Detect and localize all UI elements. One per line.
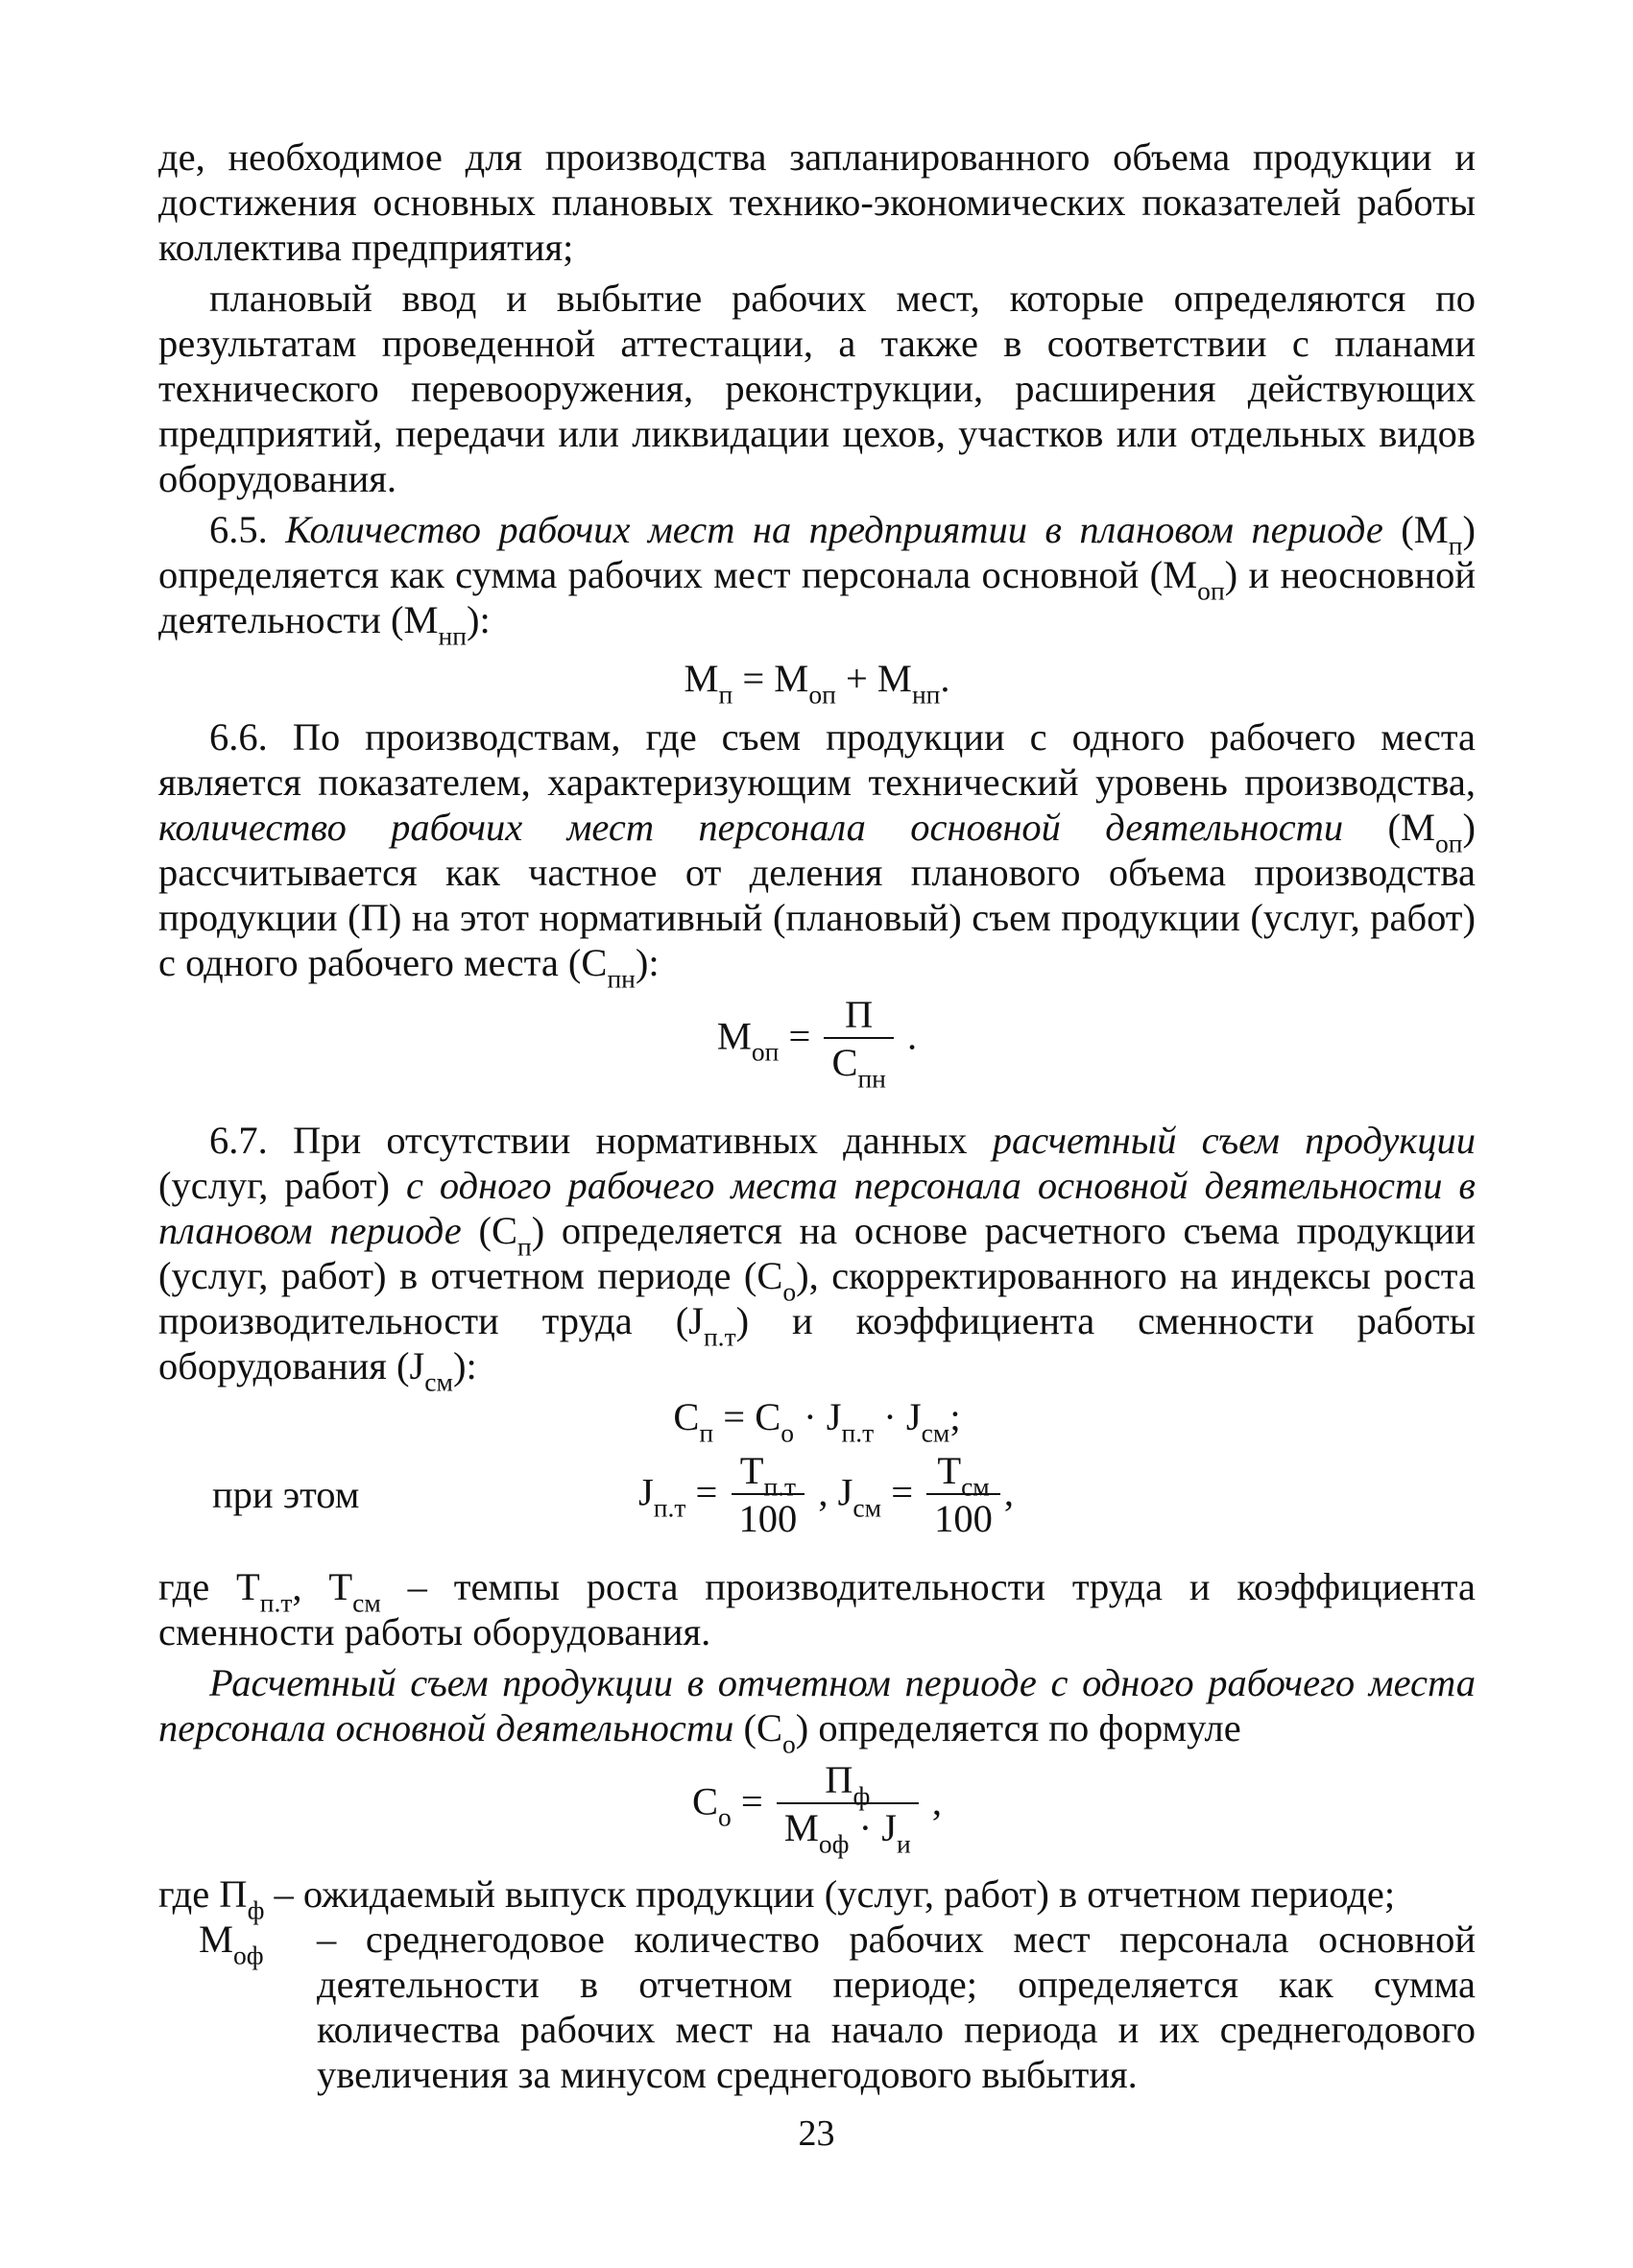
paragraph-calc-output bbox=[158, 1660, 1476, 1759]
symbol: М bbox=[716, 1014, 752, 1058]
text: (услуг, работ) bbox=[158, 1164, 391, 1207]
text: ): bbox=[466, 598, 491, 641]
numerator bbox=[926, 1449, 1000, 1502]
text: ) и коэффициента сменности работы оборудования (J bbox=[158, 1299, 1476, 1387]
text: , Т bbox=[292, 1565, 353, 1608]
symbol: М bbox=[199, 1918, 234, 1961]
subscript: см bbox=[853, 1492, 882, 1523]
symbol: · J bbox=[794, 1395, 842, 1438]
formula-j bbox=[638, 1449, 1014, 1543]
subscript: оп bbox=[808, 679, 836, 710]
subscript: см bbox=[424, 1366, 453, 1397]
text: – темпы роста производительности труда и коэффициента сменности работы оборудования. bbox=[158, 1565, 1476, 1653]
text: ) определяется на основе расчетного съема продукции (услуг, работ) в отчетном периоде (С bbox=[158, 1209, 1477, 1297]
formula-mop bbox=[158, 985, 1476, 1100]
symbol: Т bbox=[739, 1449, 764, 1492]
symbol: , J bbox=[808, 1470, 853, 1514]
symbol: = bbox=[731, 1779, 773, 1823]
subscript: о bbox=[781, 1728, 796, 1759]
subscript: ф bbox=[247, 1894, 265, 1925]
text: где Т bbox=[158, 1565, 260, 1608]
symbol: М bbox=[684, 657, 719, 700]
subscript: п bbox=[718, 679, 733, 710]
symbol: П bbox=[825, 1758, 853, 1801]
text: ) и неосновной деятельности (М bbox=[158, 553, 1476, 641]
subscript: пн bbox=[607, 963, 636, 994]
symbol: С bbox=[692, 1779, 719, 1823]
subscript: п bbox=[1448, 530, 1463, 561]
text: (М bbox=[1387, 806, 1436, 849]
section-6-5 bbox=[158, 507, 1476, 651]
symbol: = bbox=[685, 1470, 728, 1514]
symbol: = М bbox=[732, 657, 809, 700]
text: 6.7. При отсутствии нормативных данных bbox=[209, 1119, 968, 1162]
text: ) определяется как сумма рабочих мест персонала основной (М bbox=[158, 508, 1476, 596]
symbol: , bbox=[1003, 1470, 1015, 1514]
subscript: о bbox=[718, 1801, 732, 1832]
text: (С bbox=[743, 1706, 782, 1749]
symbol: . bbox=[940, 657, 950, 700]
subscript: п bbox=[699, 1417, 714, 1448]
subscript: и bbox=[897, 1828, 911, 1859]
denominator bbox=[824, 1039, 893, 1094]
italic-term: количество рабочих мест персонала основной деятельности bbox=[158, 806, 1344, 849]
subscript: о bbox=[780, 1417, 795, 1448]
definition-pf bbox=[158, 1871, 1476, 1925]
subscript: п.т bbox=[653, 1492, 686, 1523]
numerator bbox=[777, 1758, 919, 1811]
subscript: о bbox=[782, 1276, 797, 1307]
symbol: С bbox=[831, 1041, 858, 1084]
formula-co bbox=[158, 1754, 1476, 1870]
symbol: J bbox=[638, 1470, 654, 1514]
text: (С bbox=[478, 1209, 517, 1252]
denominator bbox=[777, 1804, 919, 1859]
subscript: нп bbox=[438, 620, 467, 651]
subscript: пн bbox=[857, 1063, 886, 1094]
subscript: ф bbox=[853, 1780, 871, 1811]
text: где П bbox=[158, 1872, 248, 1916]
subscript: см bbox=[921, 1417, 950, 1448]
page-body bbox=[158, 134, 1476, 2097]
italic-term: с одного рабочего места персонала основной деятельности в плановом периоде bbox=[158, 1164, 1477, 1252]
formula-mp bbox=[158, 656, 1476, 710]
subscript: п.т bbox=[841, 1417, 875, 1448]
symbol: · J bbox=[874, 1395, 922, 1438]
symbol: + М bbox=[835, 657, 912, 700]
symbol: Т bbox=[937, 1449, 962, 1492]
denominator: 100 bbox=[934, 1497, 993, 1540]
italic-term: расчетный съем продукции bbox=[992, 1119, 1476, 1162]
page-number: 23 bbox=[798, 2113, 835, 2154]
symbol: М bbox=[783, 1806, 819, 1849]
text: ): bbox=[452, 1344, 477, 1387]
subscript: оф bbox=[818, 1828, 850, 1859]
definition-term bbox=[199, 1917, 264, 1970]
subscript: см bbox=[961, 1471, 990, 1502]
subscript: п.т bbox=[259, 1587, 293, 1618]
subscript: оп bbox=[1197, 575, 1225, 606]
symbol: · J bbox=[849, 1806, 897, 1849]
subscript: п bbox=[516, 1231, 532, 1262]
italic-term: Количество рабочих мест на предприятии в плановом периоде bbox=[285, 508, 1383, 551]
section-number: 6.5. bbox=[209, 508, 268, 551]
symbol: , bbox=[922, 1779, 942, 1823]
fraction bbox=[732, 1449, 805, 1543]
symbol: ; bbox=[949, 1395, 961, 1438]
numerator bbox=[732, 1449, 805, 1502]
symbol: С bbox=[673, 1395, 700, 1438]
definition-mof bbox=[158, 1917, 1476, 2097]
text: ), скорректированного на индексы роста производительности труда (J bbox=[158, 1254, 1476, 1342]
paragraph-planned-input: плановый ввод и выбытие рабочих мест, которые определяются по результатам проведенной аттестации, а также в соответствии с планами технического перевооружения, реконструкции, расширения действующих предприятий, передачи или ликвидации цехов, участков или отдельных видов оборудования. bbox=[158, 277, 1476, 500]
subscript: нп bbox=[911, 679, 941, 710]
definitions bbox=[158, 1871, 1476, 2097]
paragraph-continuation: де, необходимое для производства запланированного объема продукции и достижения основных плановых технико-экономических показателей работы коллектива предприятия; bbox=[158, 135, 1476, 269]
fraction bbox=[777, 1758, 919, 1859]
denominator: 100 bbox=[738, 1497, 798, 1540]
section-6-7 bbox=[158, 1118, 1477, 1397]
subscript: оп bbox=[751, 1036, 780, 1067]
definition-text: – среднегодовое количество рабочих мест персонала основной деятельности в отчетном периоде; определяется как сумма количества рабочих мест на начало периода и их среднегодового увеличения за минусом среднегодового выбытия. bbox=[317, 1918, 1476, 2096]
numerator: П bbox=[824, 993, 893, 1039]
symbol: = bbox=[881, 1470, 924, 1514]
label-pri-etom: при этом bbox=[212, 1473, 360, 1516]
formula-j-row bbox=[158, 1443, 1476, 1556]
text: ) определяется по формуле bbox=[795, 1706, 1241, 1749]
subscript: см bbox=[352, 1587, 381, 1618]
fraction bbox=[824, 993, 893, 1094]
symbol: = С bbox=[713, 1395, 781, 1438]
fraction bbox=[926, 1449, 1000, 1543]
subscript: оп bbox=[1435, 828, 1463, 858]
paragraph-where-tempy bbox=[158, 1564, 1476, 1654]
text: (М bbox=[1401, 508, 1449, 551]
subscript: п.т bbox=[703, 1321, 736, 1352]
section-6-6 bbox=[158, 714, 1477, 994]
symbol: = bbox=[779, 1014, 821, 1058]
italic-term: Расчетный съем продукции в отчетном периоде с одного рабочего места персонала основной деятельности bbox=[158, 1661, 1476, 1749]
text: 6.6. По производствам, где съем продукции с одного рабочего места является показателем, характеризующим технический уровень производства, bbox=[158, 715, 1476, 804]
subscript: п.т bbox=[763, 1471, 797, 1502]
text: ): bbox=[635, 941, 660, 984]
symbol: . bbox=[897, 1014, 918, 1058]
formula-cp bbox=[158, 1394, 1476, 1448]
text: ) рассчитывается как частное от деления планового объема производства продукции (П) на этот нормативный (плановый) съем продукции (услуг, работ) с одного рабочего места (С bbox=[158, 806, 1477, 984]
text: – ожидаемый выпуск продукции (услуг, работ) в отчетном периоде; bbox=[264, 1872, 1396, 1916]
subscript: оф bbox=[233, 1940, 264, 1970]
